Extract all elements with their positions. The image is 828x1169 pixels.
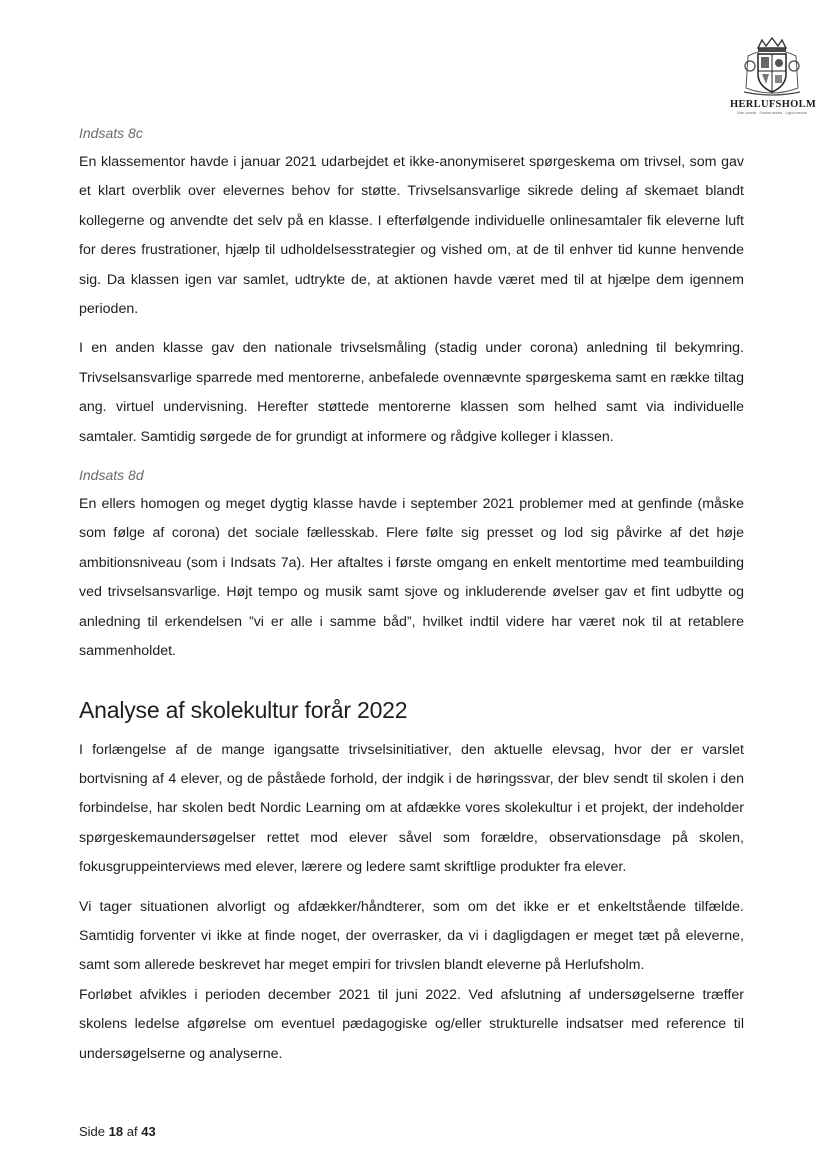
paragraph-analysis-3: Forløbet afvikles i perioden december 2021 til juni 2022. Ved afslutning af undersøgelserne træffer skolens ledelse afgørelse om eventuel pædagogiske og/eller strukturelle indsatser med reference til undersøgelserne og analyserne. <box>79 986 744 1062</box>
logo-name: HERLUFSHOLM <box>730 99 817 110</box>
paragraph-8c-2: I en anden klasse gav den nationale trivselsmåling (stadig under corona) anledning til bekymring. Trivselsansvarlige sparrede med mentorerne, anbefalede ovennævnte spørgeskema samt en række tiltag ang. virtuel undervisning. Herefter støttede mentorerne klassen som helhed samt via individuelle samtaler. Samtidig sørgede de for grundigt at informere og rådgive kolleger i klassen. <box>79 340 744 445</box>
paragraph-analysis-2: Vi tager situationen alvorligt og afdækker/håndterer, som om det ikke er et enkeltstående tilfælde. Samtidig forventer vi ikke at finde noget, der overrasker, da vi i dagligdagen er meget tæt på eleverne, samt som allerede beskrevet har meget empiri for trivslen blandt eleverne på Herlufsholm. <box>79 898 744 974</box>
footer-prefix: Side <box>79 1124 106 1139</box>
coat-of-arms-icon <box>740 36 804 98</box>
paragraph-8d-1: En ellers homogen og meget dygtig klasse havde i september 2021 problemer med at genfinde (måske som følge af corona) det sociale fællesskab. Flere følte sig presset og lod sig påvirke af det høje ambitionsniveau (som i Indsats 7a). Her aftaltes i første omgang en enkelt mentortime med teambuilding ved trivselsansvarlige. Højt tempo og musik samt sjove og inkluderende øvelser gav et fint udbytte og anledning til erkendelsen ”vi er alle i samme båd”, hvilket indtil videre har været nok til at retablere sammenholdet. <box>79 496 744 660</box>
document-body <box>79 118 744 1069</box>
section-heading-analysis: Analyse af skolekultur forår 2022 <box>79 696 408 723</box>
paragraph-8c-1: En klassementor havde i januar 2021 udarbejdet et ikke-anonymiseret spørgeskema om trivsel, som gav et klart overblik over elevernes behov for støtte. Trivselsansvarlige sikrede deling af skemaet blandt kollegerne og anvendte det selv på en klasse. I efterfølgende individuelle onlinesamtaler fik eleverne luft for deres frustrationer, hjælp til udholdelsesstrategier og vished om, at de til enhver tid kunne henvende sig. Da klassen igen var samlet, udtrykte de, at aktionen havde været med til at hjælpe dem igennem perioden. <box>79 154 744 318</box>
subheading-indsats-8c: Indsats 8c <box>79 125 143 141</box>
footer-total-pages: 43 <box>141 1124 156 1139</box>
paragraph-analysis-1: I forlængelse af de mange igangsatte trivselsinitiativer, den aktuelle elevsag, hvor der er varslet bortvisning af 4 elever, og de påståede forhold, der indgik i de høringssvar, der blev sendt til skolen i den forbindelse, har skolen bedt Nordic Learning om at afdække vores skolekultur i et projekt, der indeholder spørgeskemaundersøgelser rettet mod elever såvel som forældre, observationsdage på skolen, fokusgruppeinterviews med elever, lærere og ledere samt skriftlige produkter fra elever. <box>79 741 744 876</box>
footer-page-number: 18 <box>108 1124 124 1139</box>
logo-motto: Vide cunctis · Sumus omnes · Ligna mecum <box>736 111 808 115</box>
subheading-indsats-8d: Indsats 8d <box>79 467 144 484</box>
page-footer <box>79 1124 156 1139</box>
footer-of: af <box>126 1124 138 1139</box>
herlufsholm-logo <box>730 36 817 122</box>
